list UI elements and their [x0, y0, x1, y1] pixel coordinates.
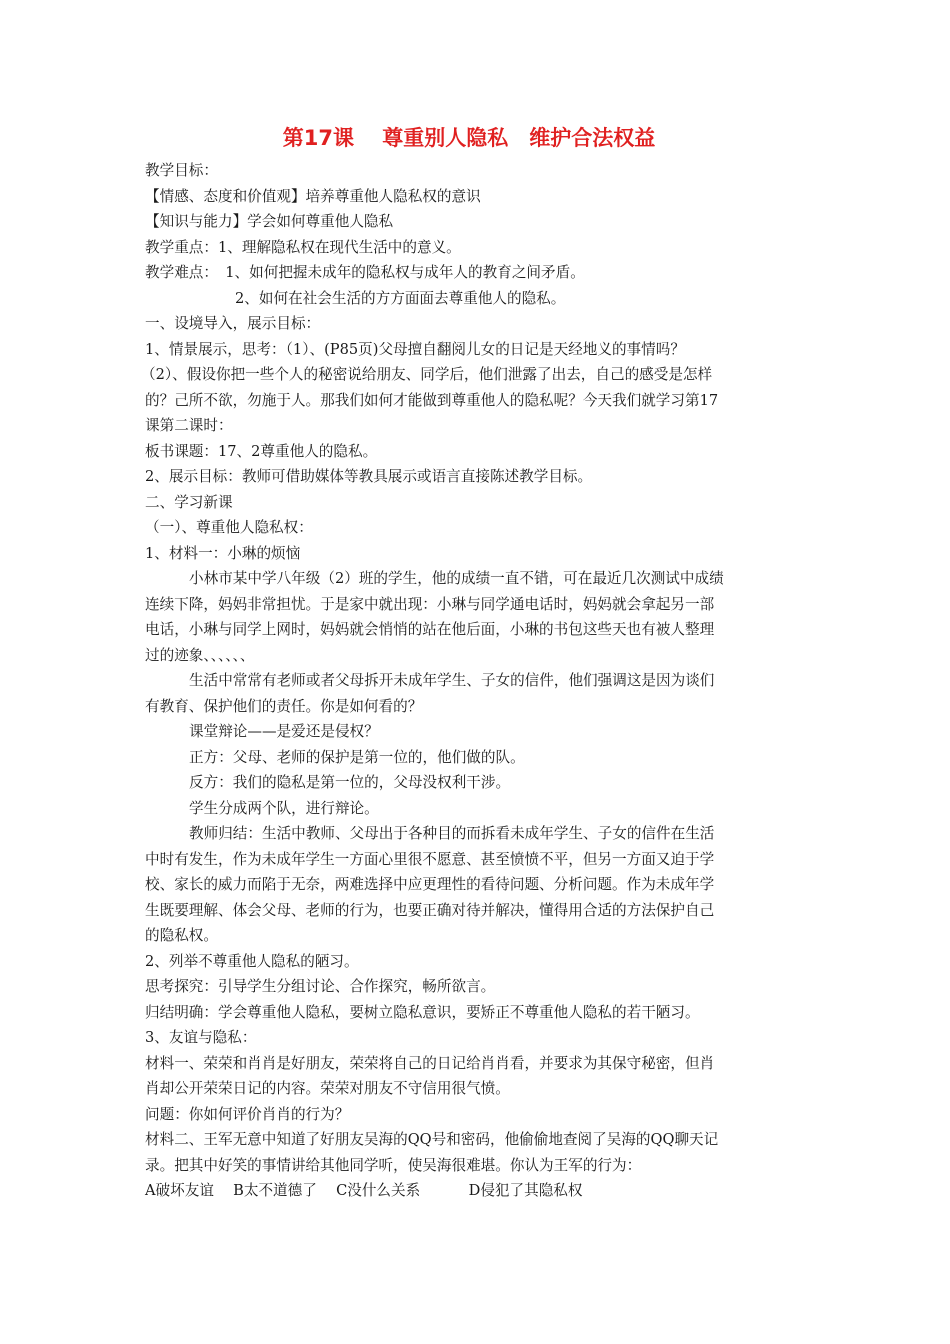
text-line: 录。把其中好笑的事情讲给其他同学听，使吴海很难堪。你认为王军的行为： — [145, 1156, 642, 1174]
text-line: 板书课题：17、2尊重他人的隐私。 — [145, 442, 378, 460]
text-line: 生活中常常有老师或者父母拆开未成年学生、子女的信件，他们强调这是因为谈们 — [189, 672, 715, 689]
text-line: 反方：我们的隐私是第一位的，父母没权利干涉。 — [189, 774, 511, 791]
text-line: 生既要理解、体会父母、老师的行为，也要正确对待并解决，懂得用合适的方法保护自己 — [145, 901, 715, 919]
text-line: 2、列举不尊重他人隐私的陋习。 — [145, 952, 359, 970]
text-line: 课堂辩论——是爱还是侵权？ — [189, 723, 379, 740]
text-line: 中时有发生，作为未成年学生一方面心里很不愿意、甚至愤愤不平，但另一方面又迫于学 — [145, 850, 715, 868]
lesson-title: 第17课 尊重别人隐私 维护合法权益 — [282, 126, 656, 150]
text-line: 学生分成两个队，进行辩论。 — [189, 799, 379, 817]
text-line: 1、材料一：小琳的烦恼 — [145, 544, 301, 562]
text-line: 材料二、王军无意中知道了好朋友吴海的QQ号和密码，他偷偷地查阅了吴海的QQ聊天记 — [145, 1131, 719, 1148]
text-line: 连续下降，妈妈非常担忧。于是家中就出现：小琳与同学通电话时，妈妈就会拿起另一部 — [145, 595, 715, 613]
text-line: 3、友谊与隐私： — [145, 1029, 257, 1046]
text-line: 电话，小琳与同学上网时，妈妈就会悄悄的站在他后面，小琳的书包这些天也有被人整理 — [145, 621, 715, 638]
text-line: 教学重点：1、理解隐私权在现代生活中的意义。 — [145, 238, 461, 256]
text-line: 校、家长的威力而陷于无奈，两难选择中应更理性的看待问题、分析问题。作为未成年学 — [145, 876, 715, 893]
text-line: 归结明确：学会尊重他人隐私，要树立隐私意识，要矫正不尊重他人隐私的若干陋习。 — [145, 1003, 700, 1021]
text-line: 教师归结：生活中教师、父母出于各种目的而拆看未成年学生、子女的信件在生活 — [189, 825, 715, 842]
text-line: 2、如何在社会生活的方方面面去尊重他人的隐私。 — [235, 289, 566, 307]
text-line: （2）、假设你把一些个人的秘密说给朋友、同学后，他们泄露了出去，自己的感受是怎样 — [141, 366, 713, 383]
text-line: 正方：父母、老师的保护是第一位的，他们做的队。 — [189, 748, 525, 766]
text-line: 二、学习新课 — [145, 493, 233, 511]
text-line: 过的迹象、、、、、、 — [145, 646, 255, 664]
text-line: A破坏友谊 B太不道德了 C没什么关系 D侵犯了其隐私权 — [145, 1182, 583, 1199]
text-line: 材料一、荣荣和肖肖是好朋友，荣荣将自己的日记给肖肖看，并要求为其保守秘密，但肖 — [145, 1054, 715, 1072]
text-line: 【情感、态度和价值观】培养尊重他人隐私权的意识 — [145, 187, 481, 205]
text-line: 思考探究：引导学生分组讨论、合作探究，畅所欲言。 — [145, 978, 496, 995]
text-line: 小林市某中学八年级（2）班的学生，他的成绩一直不错，可在最近几次测试中成绩 — [189, 570, 724, 587]
text-line: 教学目标： — [145, 162, 218, 179]
document-page — [141, 118, 813, 1204]
text-line: 一、设境导入，展示目标： — [145, 315, 321, 332]
text-line: 【知识与能力】学会如何尊重他人隐私 — [145, 213, 394, 230]
text-line: 1、情景展示，思考：（1）、(P85页)父母擅自翻阅儿女的日记是天经地义的事情吗？ — [145, 340, 685, 358]
text-line: 问题：你如何评价肖肖的行为？ — [145, 1105, 350, 1123]
text-line: 课第二课时： — [145, 417, 233, 434]
text-line: （一）、尊重他人隐私权： — [145, 519, 313, 536]
text-line: 2、展示目标：教师可借助媒体等教具展示或语言直接陈述教学目标。 — [145, 468, 593, 485]
text-line: 教学难点： 1、如何把握未成年的隐私权与成年人的教育之间矛盾。 — [145, 264, 585, 281]
text-line: 肖却公开荣荣日记的内容。荣荣对朋友不守信用很气愤。 — [145, 1080, 510, 1097]
text-line: 有教育、保护他们的责任。你是如何看的？ — [145, 697, 423, 715]
text-line: 的？己所不欲，勿施于人。那我们如何才能做到尊重他人的隐私呢？今天我们就学习第17 — [145, 391, 719, 409]
text-line: 的隐私权。 — [145, 927, 218, 944]
